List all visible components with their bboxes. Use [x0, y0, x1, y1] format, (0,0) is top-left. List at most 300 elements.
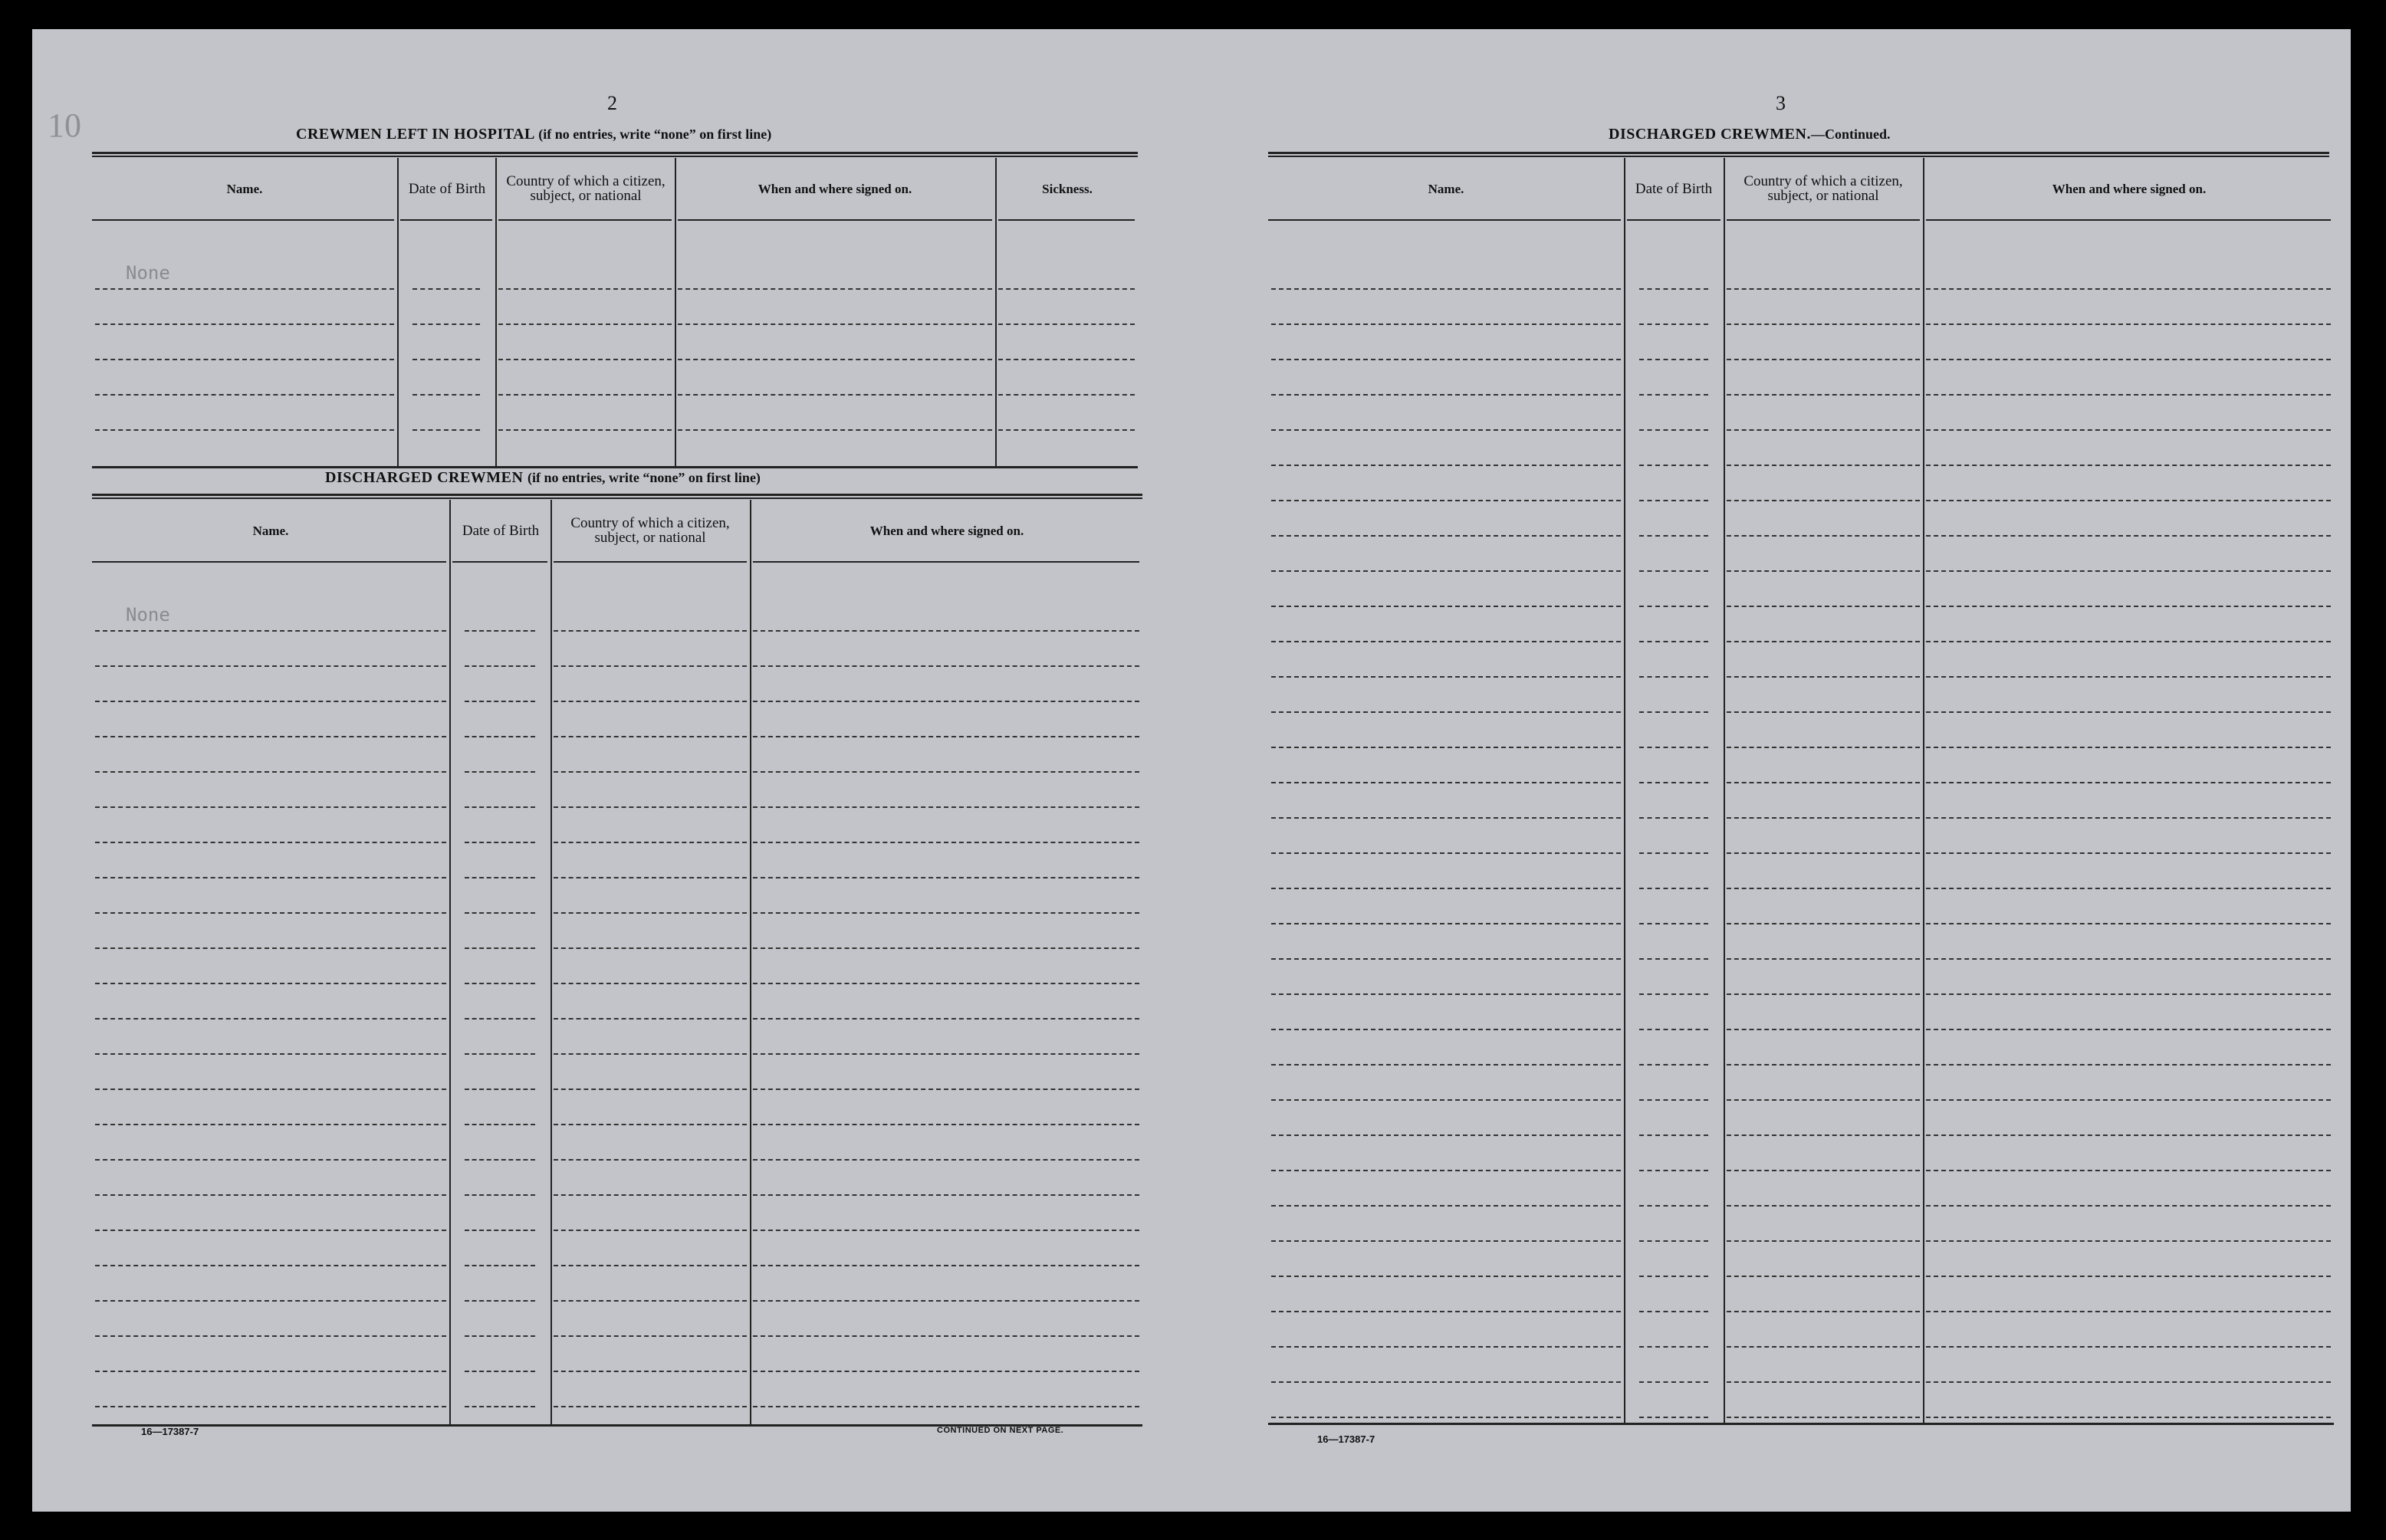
hospital-table-row-line: [678, 359, 992, 360]
right-table-row-line: [1727, 1346, 1920, 1348]
hospital-table-column-line: [397, 158, 399, 466]
hospital-table-column-line: [675, 158, 676, 466]
discharged-note: (if no entries, write “none” on first line): [527, 470, 761, 485]
discharged-table-row-line: [465, 1053, 535, 1055]
discharged-table-row-line: [753, 1089, 1139, 1090]
right-table-row-line: [1926, 394, 2331, 396]
right-table-header-rule: [1727, 219, 1920, 221]
discharged-table-row-line: [753, 1371, 1139, 1372]
discharged-table-row-line: [465, 1335, 535, 1337]
hospital-table-header-rule: [678, 219, 992, 221]
discharged-title: DISCHARGED CREWMEN: [325, 469, 524, 486]
right-table-row-line: [1639, 535, 1708, 537]
discharged-col-dob-header: Date of Birth: [462, 522, 540, 539]
right-table-row-line: [1271, 852, 1621, 854]
right-table-row-line: [1727, 1029, 1920, 1030]
right-table-row-line: [1727, 1064, 1920, 1066]
discharged-table-row-line: [465, 842, 535, 843]
right-table-row-line: [1639, 958, 1708, 960]
hospital-table-bottom-rule: [92, 466, 1138, 468]
right-table-row-line: [1926, 1064, 2331, 1066]
right-table-row-line: [1926, 817, 2331, 819]
right-table-row-line: [1926, 1381, 2331, 1383]
right-table-row-line: [1639, 288, 1708, 290]
discharged-table-row-line: [554, 701, 747, 702]
right-table-row-line: [1727, 535, 1920, 537]
hospital-col-country-header: Country of which a citizen, subject, or national: [506, 173, 666, 204]
hospital-table: [92, 158, 1138, 466]
discharged-table-row-line: [753, 1335, 1139, 1337]
right-table-row-line: [1926, 993, 2331, 995]
discharged-top-rule: [92, 494, 1142, 499]
discharged-table-row-line: [753, 1265, 1139, 1266]
discharged-table-row-line: [95, 806, 446, 808]
hospital-table-row-line: [412, 359, 480, 360]
right-table-row-line: [1926, 570, 2331, 572]
right-table-row-line: [1271, 1064, 1621, 1066]
right-table-row-line: [1639, 394, 1708, 396]
discharged-table-row-line: [95, 877, 446, 878]
right-table-row-line: [1271, 747, 1621, 748]
discharged-table-row-line: [465, 771, 535, 773]
discharged-first-entry: None: [126, 604, 170, 626]
discharged-table-row-line: [95, 1194, 446, 1196]
right-col-signed-header: When and where signed on.: [2052, 181, 2207, 196]
right-table-row-line: [1727, 500, 1920, 501]
hospital-col-signed-header: When and where signed on.: [758, 181, 912, 196]
right-table-row-line: [1639, 1417, 1708, 1418]
discharged-table-row-line: [554, 983, 747, 984]
right-table-row-line: [1639, 1311, 1708, 1312]
discharged-table-row-line: [465, 1406, 535, 1407]
right-table-row-line: [1727, 1240, 1920, 1242]
right-table-row-line: [1271, 429, 1621, 431]
discharged-table-row-line: [753, 1018, 1139, 1020]
discharged-table-row-line: [554, 1406, 747, 1407]
discharged-table-row-line: [465, 1230, 535, 1231]
right-table-row-line: [1639, 676, 1708, 678]
right-table-row-line: [1727, 1170, 1920, 1171]
right-table-row-line: [1271, 1029, 1621, 1030]
right-table-row-line: [1727, 641, 1920, 642]
hospital-table-row-line: [95, 323, 394, 325]
right-table-row-line: [1926, 359, 2331, 360]
discharged-table-row-line: [95, 771, 446, 773]
right-table-row-line: [1639, 323, 1708, 325]
hospital-table-row-line: [998, 394, 1135, 396]
discharged-table-row-line: [95, 1335, 446, 1337]
discharged-table-row-line: [95, 1089, 446, 1090]
discharged-table-row-line: [554, 1300, 747, 1302]
hospital-col-dob-header: Date of Birth: [408, 180, 486, 197]
right-table-row-line: [1926, 782, 2331, 783]
right-table-row-line: [1727, 993, 1920, 995]
discharged-table-row-line: [95, 1265, 446, 1266]
right-table-row-line: [1271, 465, 1621, 466]
discharged-table-row-line: [95, 983, 446, 984]
right-table-row-line: [1727, 888, 1920, 889]
right-table-row-line: [1926, 676, 2331, 678]
discharged-table-row-line: [753, 630, 1139, 632]
discharged-table-row-line: [753, 806, 1139, 808]
right-table-row-line: [1271, 888, 1621, 889]
discharged-table-header-rule: [452, 561, 547, 563]
discharged-table-row-line: [465, 947, 535, 949]
right-table-row-line: [1639, 1099, 1708, 1101]
discharged-table-row-line: [554, 1335, 747, 1337]
discharged-table-row-line: [95, 1230, 446, 1231]
discharged-table-row-line: [753, 1406, 1139, 1407]
hospital-table-header-rule: [92, 219, 394, 221]
hospital-table-row-line: [95, 288, 394, 290]
discharged-table-header-rule: [92, 561, 446, 563]
right-table-row-line: [1639, 500, 1708, 501]
discharged-table-row-line: [753, 1053, 1139, 1055]
right-table-header-rule: [1268, 219, 1621, 221]
hospital-table-row-line: [498, 323, 672, 325]
discharged-table-header-rule: [554, 561, 747, 563]
right-table-row-line: [1271, 1276, 1621, 1277]
hospital-table-row-line: [498, 394, 672, 396]
right-table-row-line: [1639, 782, 1708, 783]
right-table-row-line: [1727, 1205, 1920, 1207]
right-table-row-line: [1727, 1381, 1920, 1383]
faint-corner-number: 10: [48, 107, 81, 144]
right-table-bottom-rule: [1268, 1423, 2334, 1425]
discharged-col-country-header: Country of which a citizen, subject, or national: [570, 515, 730, 546]
discharged-table-row-line: [753, 665, 1139, 667]
right-title-suffix: —Continued.: [1810, 126, 1891, 142]
discharged-table-row-line: [753, 877, 1139, 878]
right-table-row-line: [1926, 852, 2331, 854]
right-table-row-line: [1639, 465, 1708, 466]
right-table-row-line: [1639, 606, 1708, 607]
right-col-country-header: Country of which a citizen, subject, or national: [1743, 173, 1903, 204]
right-table-row-line: [1926, 888, 2331, 889]
right-form-code: 16—17387-7: [1317, 1433, 1375, 1445]
right-title: DISCHARGED CREWMEN.: [1609, 126, 1811, 143]
discharged-table-row-line: [95, 1018, 446, 1020]
discharged-table-row-line: [554, 1265, 747, 1266]
discharged-table: [92, 500, 1142, 1424]
right-table-row-line: [1926, 747, 2331, 748]
hospital-table-row-line: [678, 288, 992, 290]
right-discharged-table: [1268, 158, 2334, 1423]
right-table-row-line: [1639, 1029, 1708, 1030]
right-table-row-line: [1727, 1134, 1920, 1136]
right-table-row-line: [1271, 570, 1621, 572]
discharged-col-signed-header: When and where signed on.: [869, 523, 1024, 538]
right-table-row-line: [1639, 570, 1708, 572]
discharged-table-row-line: [465, 1089, 535, 1090]
discharged-table-row-line: [753, 842, 1139, 843]
right-table-row-line: [1926, 1240, 2331, 1242]
hospital-table-row-line: [412, 323, 480, 325]
discharged-table-row-line: [554, 1124, 747, 1125]
right-table-row-line: [1926, 606, 2331, 607]
right-table-row-line: [1639, 993, 1708, 995]
right-page-number: 3: [1776, 92, 1786, 114]
right-section-title: [1609, 126, 1891, 143]
right-table-header-rule: [1627, 219, 1720, 221]
hospital-table-header-rule: [400, 219, 492, 221]
right-table-row-line: [1271, 1381, 1621, 1383]
discharged-table-row-line: [554, 1089, 747, 1090]
discharged-table-row-line: [753, 1159, 1139, 1161]
discharged-table-row-line: [753, 983, 1139, 984]
right-table-row-line: [1639, 888, 1708, 889]
right-table-row-line: [1727, 1276, 1920, 1277]
discharged-section-title: [325, 469, 761, 487]
discharged-table-row-line: [554, 1018, 747, 1020]
discharged-table-row-line: [465, 1159, 535, 1161]
discharged-table-row-line: [753, 1230, 1139, 1231]
right-table-row-line: [1639, 429, 1708, 431]
hospital-table-row-line: [95, 429, 394, 431]
right-table-row-line: [1271, 1099, 1621, 1101]
right-table-row-line: [1271, 923, 1621, 924]
discharged-table-row-line: [554, 736, 747, 737]
right-table-row-line: [1727, 359, 1920, 360]
discharged-table-row-line: [465, 877, 535, 878]
discharged-table-row-line: [753, 701, 1139, 702]
right-table-row-line: [1727, 323, 1920, 325]
discharged-table-row-line: [465, 1300, 535, 1302]
hospital-table-row-line: [498, 359, 672, 360]
discharged-table-row-line: [554, 1159, 747, 1161]
hospital-table-row-line: [998, 323, 1135, 325]
hospital-table-row-line: [95, 394, 394, 396]
left-form-code: 16—17387-7: [141, 1426, 199, 1437]
discharged-table-row-line: [95, 1124, 446, 1125]
right-table-row-line: [1639, 1134, 1708, 1136]
right-table-row-line: [1271, 817, 1621, 819]
right-table-row-line: [1926, 429, 2331, 431]
discharged-col-name-header: Name.: [252, 523, 289, 538]
discharged-table-row-line: [753, 1300, 1139, 1302]
right-table-row-line: [1926, 1134, 2331, 1136]
right-table-row-line: [1271, 958, 1621, 960]
right-table-row-line: [1727, 923, 1920, 924]
right-table-row-line: [1271, 1134, 1621, 1136]
discharged-table-row-line: [95, 701, 446, 702]
hospital-table-row-line: [412, 394, 480, 396]
hospital-table-column-line: [495, 158, 497, 466]
discharged-table-row-line: [554, 1053, 747, 1055]
discharged-table-row-line: [465, 806, 535, 808]
discharged-table-row-line: [95, 1371, 446, 1372]
right-table-row-line: [1926, 641, 2331, 642]
right-table-row-line: [1926, 1346, 2331, 1348]
right-table-row-line: [1727, 429, 1920, 431]
discharged-table-row-line: [753, 736, 1139, 737]
right-table-row-line: [1727, 570, 1920, 572]
right-table-column-line: [1624, 158, 1625, 1423]
right-table-row-line: [1926, 958, 2331, 960]
discharged-table-row-line: [554, 842, 747, 843]
discharged-table-row-line: [554, 947, 747, 949]
right-table-row-line: [1639, 641, 1708, 642]
discharged-table-row-line: [554, 806, 747, 808]
discharged-table-column-line: [550, 500, 552, 1424]
hospital-table-row-line: [998, 288, 1135, 290]
right-table-row-line: [1926, 288, 2331, 290]
right-table-row-line: [1926, 1311, 2331, 1312]
right-table-row-line: [1271, 535, 1621, 537]
right-table-row-line: [1926, 500, 2331, 501]
right-table-row-line: [1639, 817, 1708, 819]
right-col-name-header: Name.: [1428, 181, 1464, 196]
hospital-table-row-line: [678, 323, 992, 325]
right-table-row-line: [1926, 923, 2331, 924]
discharged-table-row-line: [465, 1265, 535, 1266]
hospital-table-row-line: [998, 429, 1135, 431]
right-table-row-line: [1271, 359, 1621, 360]
discharged-table-row-line: [95, 947, 446, 949]
right-table-row-line: [1926, 711, 2331, 713]
right-table-row-line: [1926, 1205, 2331, 1207]
hospital-table-row-line: [95, 359, 394, 360]
discharged-table-column-line: [750, 500, 751, 1424]
discharged-table-row-line: [554, 630, 747, 632]
right-table-row-line: [1271, 676, 1621, 678]
discharged-table-row-line: [95, 912, 446, 914]
right-table-row-line: [1271, 1205, 1621, 1207]
right-top-rule: [1268, 152, 2329, 157]
right-table-row-line: [1727, 1099, 1920, 1101]
right-table-row-line: [1926, 1417, 2331, 1418]
right-table-row-line: [1271, 1170, 1621, 1171]
discharged-table-row-line: [95, 842, 446, 843]
hospital-table-row-line: [678, 394, 992, 396]
right-table-row-line: [1926, 465, 2331, 466]
right-table-row-line: [1639, 1240, 1708, 1242]
right-table-row-line: [1727, 288, 1920, 290]
discharged-table-row-line: [95, 1300, 446, 1302]
right-table-row-line: [1926, 1170, 2331, 1171]
discharged-table-row-line: [554, 1230, 747, 1231]
discharged-table-row-line: [554, 877, 747, 878]
right-table-row-line: [1271, 1311, 1621, 1312]
discharged-table-row-line: [753, 1124, 1139, 1125]
discharged-table-row-line: [753, 771, 1139, 773]
hospital-col-sickness-header: Sickness.: [1042, 181, 1093, 196]
right-table-row-line: [1271, 394, 1621, 396]
discharged-table-row-line: [465, 736, 535, 737]
discharged-table-row-line: [95, 1159, 446, 1161]
discharged-table-row-line: [95, 665, 446, 667]
right-table-row-line: [1271, 323, 1621, 325]
right-table-row-line: [1639, 1381, 1708, 1383]
right-table-row-line: [1926, 323, 2331, 325]
right-table-row-line: [1926, 535, 2331, 537]
right-table-row-line: [1727, 1417, 1920, 1418]
right-table-row-line: [1727, 958, 1920, 960]
hospital-table-row-line: [498, 429, 672, 431]
hospital-col-name-header: Name.: [226, 181, 263, 196]
right-table-row-line: [1727, 606, 1920, 607]
right-table-row-line: [1727, 747, 1920, 748]
discharged-table-row-line: [753, 947, 1139, 949]
hospital-section-title: [296, 126, 771, 143]
discharged-table-row-line: [465, 912, 535, 914]
right-table-row-line: [1271, 1417, 1621, 1418]
right-col-dob-header: Date of Birth: [1635, 180, 1713, 197]
right-table-row-line: [1727, 852, 1920, 854]
right-table-row-line: [1271, 288, 1621, 290]
discharged-table-row-line: [554, 665, 747, 667]
document-sheet: [32, 29, 2351, 1512]
right-table-row-line: [1727, 782, 1920, 783]
hospital-title: CREWMEN LEFT IN HOSPITAL: [296, 126, 534, 143]
continued-note: CONTINUED ON NEXT PAGE.: [937, 1426, 1064, 1435]
discharged-table-row-line: [554, 1371, 747, 1372]
right-table-row-line: [1727, 711, 1920, 713]
discharged-table-row-line: [753, 912, 1139, 914]
discharged-table-row-line: [465, 1124, 535, 1125]
right-table-row-line: [1271, 1346, 1621, 1348]
right-table-row-line: [1271, 641, 1621, 642]
right-table-row-line: [1639, 1346, 1708, 1348]
right-table-row-line: [1271, 993, 1621, 995]
right-table-row-line: [1727, 394, 1920, 396]
discharged-table-row-line: [465, 1194, 535, 1196]
discharged-table-row-line: [95, 736, 446, 737]
right-table-row-line: [1926, 1099, 2331, 1101]
right-table-row-line: [1639, 359, 1708, 360]
right-table-header-rule: [1926, 219, 2331, 221]
discharged-table-row-line: [95, 1406, 446, 1407]
right-table-row-line: [1271, 782, 1621, 783]
right-table-row-line: [1271, 500, 1621, 501]
discharged-table-column-line: [449, 500, 451, 1424]
right-table-row-line: [1926, 1029, 2331, 1030]
discharged-table-row-line: [465, 701, 535, 702]
hospital-table-row-line: [498, 288, 672, 290]
right-table-row-line: [1639, 923, 1708, 924]
discharged-table-row-line: [465, 983, 535, 984]
hospital-table-row-line: [412, 288, 480, 290]
right-table-row-line: [1271, 1240, 1621, 1242]
discharged-table-header-rule: [753, 561, 1139, 563]
discharged-table-row-line: [95, 1053, 446, 1055]
hospital-table-header-rule: [498, 219, 672, 221]
hospital-table-header-rule: [998, 219, 1135, 221]
discharged-table-row-line: [465, 1018, 535, 1020]
hospital-note: (if no entries, write “none” on first line): [538, 126, 772, 142]
discharged-table-row-line: [95, 630, 446, 632]
hospital-table-row-line: [412, 429, 480, 431]
discharged-table-row-line: [465, 665, 535, 667]
right-table-row-line: [1639, 1276, 1708, 1277]
right-table-row-line: [1727, 817, 1920, 819]
hospital-top-rule: [92, 152, 1138, 157]
discharged-table-row-line: [753, 1194, 1139, 1196]
hospital-table-row-line: [998, 359, 1135, 360]
right-table-row-line: [1727, 465, 1920, 466]
right-table-column-line: [1724, 158, 1725, 1423]
right-table-row-line: [1639, 747, 1708, 748]
right-table-row-line: [1639, 1170, 1708, 1171]
right-table-row-line: [1727, 676, 1920, 678]
hospital-table-column-line: [995, 158, 997, 466]
right-table-row-line: [1639, 1064, 1708, 1066]
right-table-row-line: [1926, 1276, 2331, 1277]
discharged-table-row-line: [465, 1371, 535, 1372]
discharged-table-row-line: [554, 912, 747, 914]
right-table-row-line: [1639, 1205, 1708, 1207]
right-table-row-line: [1271, 711, 1621, 713]
